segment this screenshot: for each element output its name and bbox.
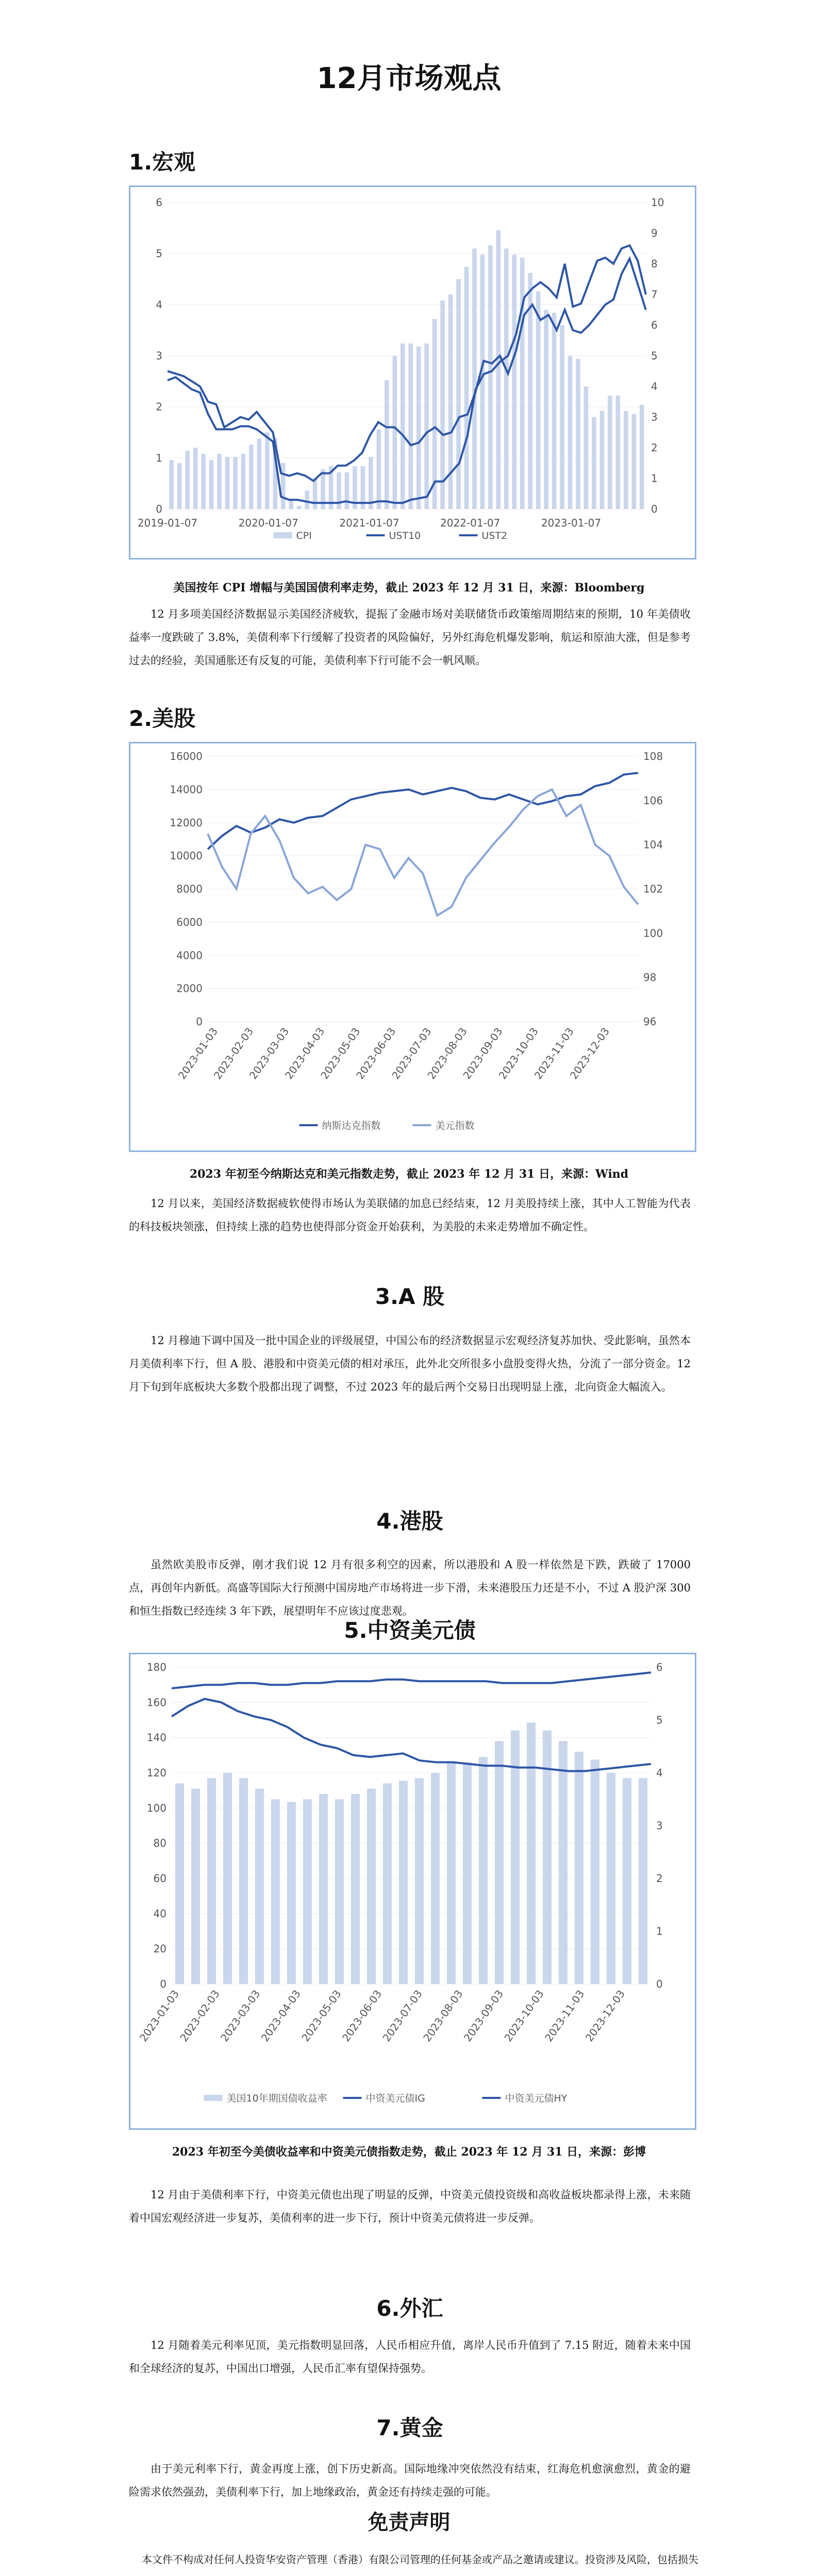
bar (297, 506, 302, 509)
section-heading-china-usd-bond: 5.中资美元债 (344, 1618, 476, 1643)
bar (512, 255, 517, 509)
chart-macro-svg (130, 187, 695, 558)
y-right-tick-label: 5 (656, 1714, 663, 1726)
y-right-tick-label: 3 (656, 1819, 663, 1832)
bar (239, 1778, 248, 1984)
y-left-tick-label: 120 (146, 1767, 166, 1779)
y-left-tick-label: 1 (156, 451, 162, 464)
y-left-tick-label: 140 (146, 1731, 166, 1744)
bar (233, 457, 238, 509)
bar (616, 396, 621, 509)
bar (265, 432, 270, 509)
y-left-tick-label: 4 (156, 298, 162, 311)
bar (456, 279, 461, 509)
x-tick-label: 2023-12-03 (567, 1025, 612, 1082)
y-right-tick-label: 106 (643, 794, 663, 807)
paragraph-us-equity: 12 月以来，美国经济数据疲软使得市场认为美联储的加息已经结束，12 月美股持续上涨，其中人工智能为代表的科技板块领涨，但持续上涨的趋势也使得部分资金开始获利，为美股的未来走势增加不确定性。 (129, 1197, 691, 1233)
y-left-tick-label: 10000 (170, 850, 203, 862)
section-heading-a-share: 3.A 股 (375, 1284, 445, 1309)
x-tick-label: 2023-03-03 (246, 1025, 292, 1082)
x-tick-label: 2023-07-03 (380, 1988, 425, 2044)
disclaimer-text: 本文件不构成对任何人投资华安资产管理（香港）有限公司管理的任何基金或产品之邀请或建议。投资涉及风险，包括损失 (142, 2553, 698, 2566)
series-line (168, 259, 646, 481)
x-tick-label: 2023-01-07 (541, 517, 602, 529)
y-left-tick-label: 160 (146, 1696, 166, 1709)
legend-label: UST10 (389, 530, 421, 541)
y-right-tick-label: 8 (651, 258, 658, 270)
bar (559, 1741, 567, 1985)
bar (608, 396, 612, 509)
bar (287, 1802, 296, 1984)
x-tick-label: 2023-06-03 (339, 1988, 385, 2044)
bar (552, 313, 557, 509)
bar (201, 454, 206, 509)
paragraph-fx: 12 月随着美元利率见顶，美元指数明显回落，人民币相应升值，离岸人民币升值到了 7.15 附近，随着未来中国和全球经济的复苏，中国出口增强，人民币汇率有望保持强势。 (129, 2339, 691, 2375)
legend-swatch (274, 532, 292, 538)
bar (271, 1799, 280, 1984)
y-right-tick-label: 5 (651, 349, 658, 362)
bar (592, 417, 596, 510)
x-tick-label: 2023-01-03 (137, 1988, 182, 2044)
x-tick-label: 2023-04-03 (258, 1988, 304, 2044)
bar (289, 500, 293, 509)
series-line (172, 1672, 651, 1688)
paragraph-gold: 由于美元利率下行，黄金再度上涨，创下历史新高。国际地缘冲突依然没有结束，红海危机愈演愈烈，黄金的避险需求依然强劲，美债利率下行，加上地缘政治，黄金还有持续走强的可能。 (129, 2463, 691, 2498)
x-tick-label: 2021-01-07 (339, 517, 399, 529)
bar (576, 359, 580, 509)
bar (400, 344, 405, 509)
bar (177, 463, 182, 509)
bar (495, 1741, 504, 1985)
bar (424, 344, 429, 509)
bar (185, 451, 190, 509)
legend-swatch (204, 2095, 223, 2101)
bar (369, 457, 373, 509)
series-line (168, 245, 646, 503)
bar (640, 405, 644, 509)
bar (175, 1784, 184, 1985)
bar (463, 1762, 472, 1985)
chart-us-equity-svg (130, 743, 695, 1150)
y-right-tick-label: 2 (651, 442, 658, 454)
chart-china-usd-bond-svg (130, 1654, 695, 2128)
bar (415, 1778, 424, 1984)
section-heading-gold: 7.黄金 (376, 2415, 443, 2441)
disclaimer-heading: 免责声明 (368, 2511, 450, 2534)
bar (448, 295, 453, 510)
paragraph-hk-equity: 虽然欧美股市反弹，刚才我们说 12 月有很多利空的因素，所以港股和 A 股一样依然是下跌，跌破了 17000 点，再创年内新低。高盛等国际大行预测中国房地产市场将进一步下滑，未来港股压力还是不小，不过 A 股沪深 300 和恒生指数已经连续 3 年下跌，展望明年不应该过度悲观。 (129, 1558, 691, 1617)
x-tick-label: 2022-01-07 (440, 517, 500, 529)
x-tick-label: 2023-02-03 (211, 1025, 256, 1082)
y-left-tick-label: 80 (153, 1837, 166, 1850)
y-left-tick-label: 16000 (170, 750, 203, 762)
y-right-tick-label: 100 (643, 927, 663, 940)
y-right-tick-label: 102 (643, 883, 663, 895)
bar (511, 1731, 520, 1984)
x-tick-label: 2023-07-03 (389, 1025, 434, 1082)
bar (496, 230, 501, 509)
series-line (208, 789, 638, 916)
y-left-tick-label: 0 (196, 1015, 203, 1028)
legend-label: 纳斯达克指数 (322, 1120, 381, 1131)
bar (607, 1773, 615, 1984)
x-tick-label: 2023-02-03 (177, 1988, 222, 2044)
y-right-tick-label: 1 (651, 472, 658, 485)
bar (560, 325, 564, 509)
paragraph-a-share: 12 月穆迪下调中国及一批中国企业的评级展望，中国公布的经济数据显示宏观经济复苏加快、受此影响，虽然本月美债利率下行，但 A 股、港股和中资美元债的相对承压，此外北交所很多小盘股变得火热，分流了一部分资金。12 月下旬到年底板块大多数个股都出现了调整，不过 2023 年的最后两个交易日出现明显上涨，北向资金大幅流入。 (129, 1334, 691, 1393)
bar (600, 411, 605, 509)
bar (225, 457, 230, 509)
bar (305, 490, 309, 509)
y-right-tick-label: 10 (651, 196, 664, 209)
bar (623, 1778, 631, 1984)
bar (504, 248, 509, 509)
paragraph-macro: 12 月多项美国经济数据显示美国经济疲软，提振了金融市场对美联储货币政策缩周期结束的预期，10 年美债收益率一度跌破了 3.8%，美债利率下行缓解了投资者的风险偏好，另外红海危机爆发影响，航运和原油大涨，但是参考过去的经验，美国通胀还有反复的可能，美债利率下行可能不会一帆风顺。 (129, 608, 691, 667)
bar (241, 454, 246, 509)
bar (440, 300, 445, 509)
y-right-tick-label: 1 (656, 1925, 663, 1938)
y-left-tick-label: 6000 (176, 916, 203, 928)
caption-china-usd-bond: 2023 年初至今美债收益率和中资美元债指数走势，截止 2023 年 12 月 31 日，来源：彭博 (172, 2145, 646, 2159)
bar (319, 1794, 328, 1984)
y-right-tick-label: 0 (656, 1978, 663, 1990)
bar (385, 380, 389, 509)
y-left-tick-label: 6 (156, 196, 162, 209)
bar (464, 267, 469, 509)
bar (191, 1789, 200, 1984)
chart-china-usd-bond (129, 1653, 696, 2130)
bar (281, 463, 286, 509)
bar (335, 1799, 344, 1984)
bar (480, 255, 485, 509)
section-heading-fx: 6.外汇 (376, 2296, 443, 2321)
x-tick-label: 2019-01-07 (137, 517, 198, 529)
y-left-tick-label: 5 (156, 247, 162, 260)
chart-us-equity (129, 742, 696, 1152)
y-left-tick-label: 14000 (170, 783, 203, 796)
x-tick-label: 2023-04-03 (282, 1025, 327, 1082)
caption-macro: 美国按年 CPI 增幅与美国国债利率走势，截止 2023 年 12 月 31 日，来源：Bloomberg (173, 581, 645, 595)
bar (568, 356, 573, 510)
bar (639, 1778, 647, 1984)
y-left-tick-label: 60 (153, 1872, 166, 1885)
bar (584, 386, 589, 509)
bar (313, 479, 318, 510)
bar (249, 445, 254, 509)
bar (536, 292, 541, 509)
bar (209, 460, 214, 509)
bar (223, 1773, 232, 1984)
bar (527, 1723, 536, 1984)
legend-label: 美国10年期国债收益率 (226, 2093, 327, 2104)
legend-label: 美元指数 (435, 1120, 475, 1131)
bar (169, 460, 174, 509)
x-tick-label: 2023-09-03 (461, 1988, 506, 2044)
y-left-tick-label: 0 (160, 1978, 166, 1990)
bar (345, 472, 349, 509)
y-left-tick-label: 12000 (170, 816, 203, 829)
bar (377, 429, 381, 509)
x-tick-label: 2023-06-03 (354, 1025, 398, 1082)
legend-label: UST2 (481, 530, 508, 541)
y-left-tick-label: 100 (146, 1802, 166, 1815)
y-right-tick-label: 6 (651, 319, 658, 331)
y-left-tick-label: 20 (153, 1942, 166, 1955)
x-tick-label: 2023-11-03 (531, 1025, 577, 1082)
bar (632, 414, 637, 509)
legend-label: 中资美元债IG (365, 2093, 425, 2104)
bar (257, 438, 262, 509)
page-title: 12月市场观点 (316, 62, 502, 95)
bar (520, 258, 525, 509)
y-left-tick-label: 0 (156, 503, 162, 515)
bar (488, 245, 493, 509)
section-heading-hk-equity: 4.港股 (376, 1509, 443, 1534)
bar (399, 1781, 408, 1984)
bar (255, 1789, 264, 1984)
x-tick-label: 2023-10-03 (496, 1025, 541, 1082)
bar (393, 356, 397, 510)
x-tick-label: 2023-11-03 (542, 1988, 587, 2044)
y-right-tick-label: 7 (651, 288, 658, 301)
y-right-tick-label: 4 (651, 380, 658, 393)
bar (383, 1784, 392, 1985)
bar (447, 1762, 456, 1985)
bar (408, 344, 413, 509)
bar (217, 454, 222, 509)
x-tick-label: 2023-03-03 (218, 1988, 263, 2044)
bar (431, 1773, 440, 1984)
legend-label: CPI (296, 530, 312, 541)
x-tick-label: 2023-01-03 (175, 1025, 221, 1082)
bar (544, 310, 548, 509)
x-tick-label: 2023-12-03 (582, 1988, 628, 2044)
y-right-tick-label: 98 (643, 971, 657, 984)
bar (416, 347, 421, 509)
y-left-tick-label: 4000 (176, 949, 203, 962)
section-heading-macro: 1.宏观 (129, 149, 196, 175)
legend-label: 中资美元债HY (505, 2093, 567, 2104)
y-right-tick-label: 4 (656, 1767, 663, 1779)
caption-us-equity: 2023 年初至今纳斯达克和美元指数走势，截止 2023 年 12 月 31 日，来源：Wind (189, 1167, 629, 1181)
y-right-tick-label: 6 (656, 1661, 663, 1673)
x-tick-label: 2023-09-03 (460, 1025, 505, 1082)
y-right-tick-label: 9 (651, 227, 658, 240)
paragraph-china-usd-bond: 12 月由于美债利率下行，中资美元债也出现了明显的反弹，中资美元债投资级和高收益板块都录得上涨，未来随着中国宏观经济进一步复苏，美债利率的进一步下行，预计中资美元债将进一步反弹。 (129, 2189, 691, 2224)
x-tick-label: 2023-05-03 (299, 1988, 344, 2044)
bar (193, 448, 198, 509)
chart-macro (129, 185, 696, 560)
bar (303, 1799, 312, 1984)
y-left-tick-label: 180 (146, 1661, 166, 1673)
x-tick-label: 2023-08-03 (421, 1988, 465, 2044)
y-left-tick-label: 2 (156, 400, 162, 413)
x-tick-label: 2023-08-03 (425, 1025, 470, 1082)
y-right-tick-label: 108 (643, 750, 663, 762)
x-tick-label: 2023-05-03 (318, 1025, 363, 1082)
y-left-tick-label: 8000 (176, 883, 203, 895)
bar (575, 1752, 583, 1984)
bar (624, 411, 628, 509)
y-right-tick-label: 3 (651, 411, 658, 423)
y-left-tick-label: 3 (156, 349, 162, 362)
bar (367, 1789, 376, 1984)
bar (591, 1759, 599, 1984)
y-right-tick-label: 104 (643, 838, 663, 851)
x-tick-label: 2020-01-07 (238, 517, 298, 529)
x-tick-label: 2023-10-03 (502, 1988, 546, 2044)
bar (351, 1794, 360, 1984)
y-right-tick-label: 96 (643, 1015, 657, 1028)
y-right-tick-label: 2 (656, 1872, 663, 1885)
y-right-tick-label: 0 (651, 503, 658, 515)
bar (472, 248, 477, 509)
section-heading-us-equity: 2.美股 (129, 706, 196, 731)
y-left-tick-label: 40 (153, 1907, 166, 1920)
bar (207, 1778, 216, 1984)
bar (479, 1757, 488, 1984)
y-left-tick-label: 2000 (176, 982, 203, 995)
